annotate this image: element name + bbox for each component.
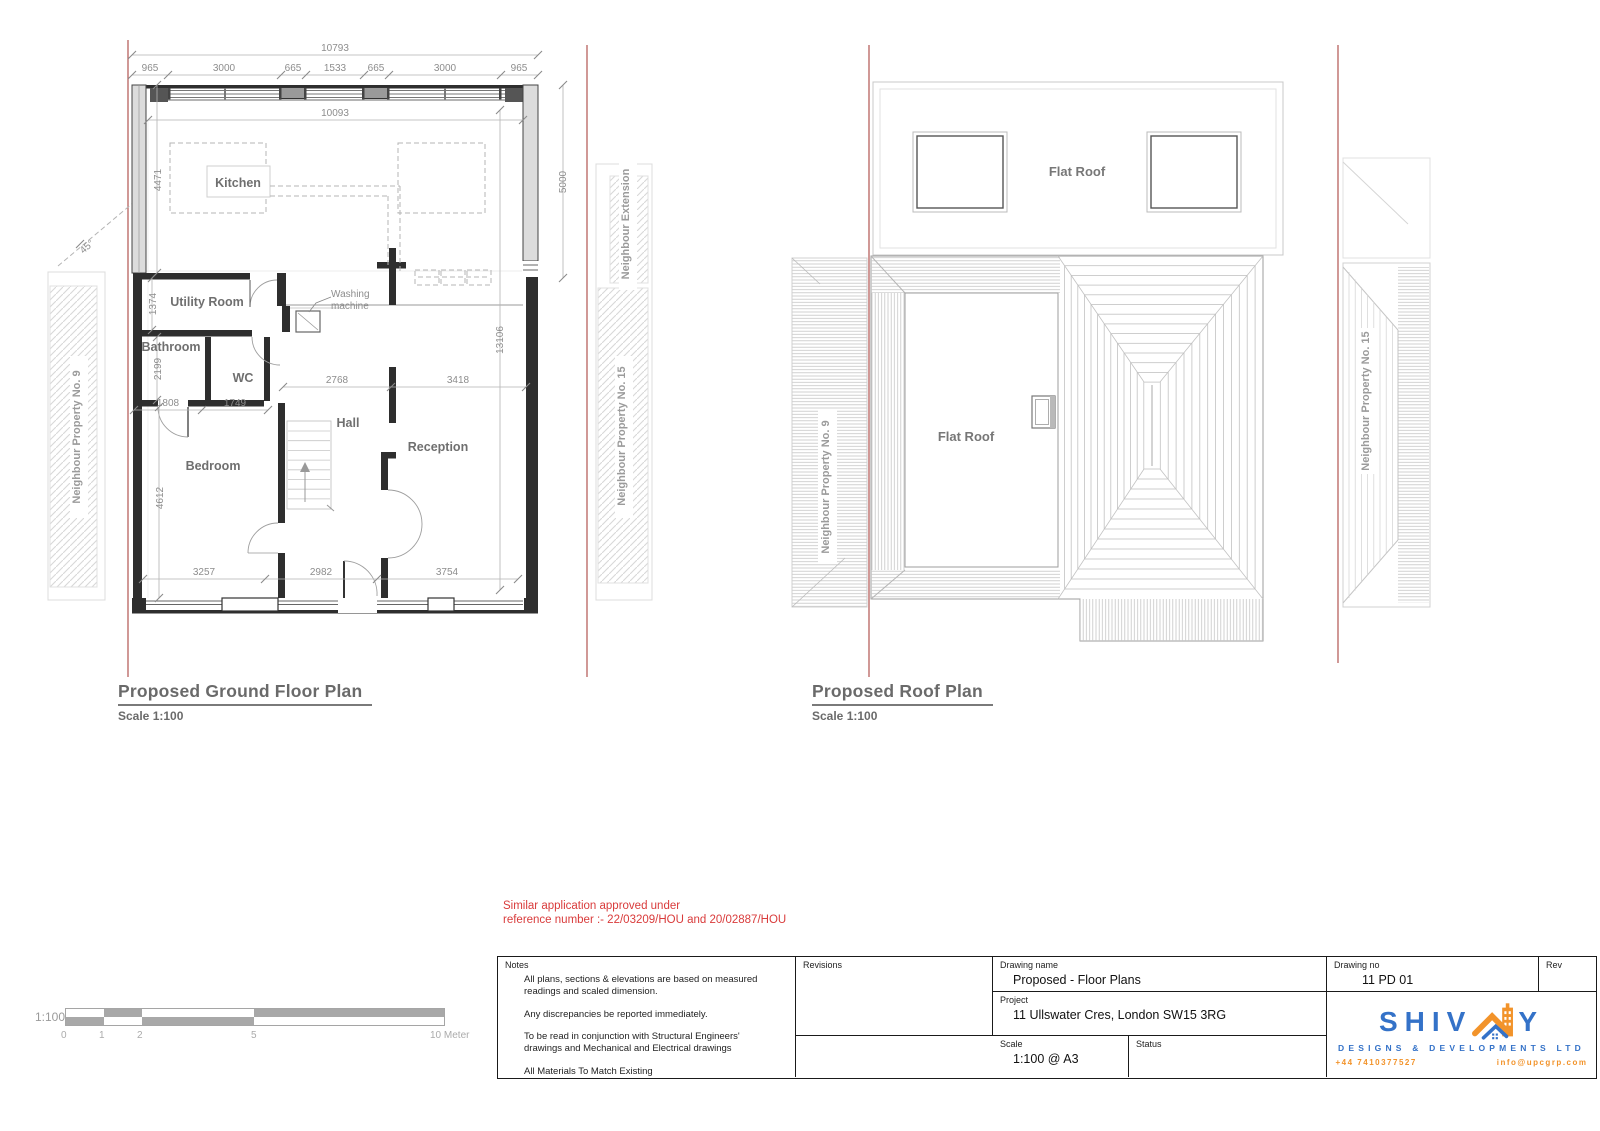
logo-house-icon: [1472, 1003, 1518, 1041]
rev-label: Rev: [1546, 960, 1563, 970]
roof-scale: Scale 1:100: [812, 709, 878, 723]
dim-seg4: 1533: [323, 63, 347, 74]
dim-3257: 3257: [192, 567, 216, 578]
dim-1749: 1749: [223, 398, 247, 409]
roof-plan: [792, 45, 1430, 677]
project-value: 11 Ullswater Cres, London SW15 3RG: [1013, 1008, 1227, 1022]
drawing-name-label: Drawing name: [1000, 960, 1059, 970]
label-neighbour-extension: Neighbour Extension: [620, 168, 632, 280]
dim-seg6: 3000: [433, 63, 457, 74]
note-item: Any discrepancies be reported immediately.: [524, 1008, 708, 1020]
logo-email: info@upcgrp.com: [1496, 1057, 1588, 1067]
dim-1374: 1374: [148, 292, 159, 316]
dim-2768: 2768: [325, 375, 349, 386]
drawing-no-cell: [1327, 957, 1539, 992]
scale-bar-ratio: 1:100: [35, 1010, 66, 1024]
dim-2199: 2199: [153, 357, 164, 381]
dim-seg7: 965: [510, 63, 528, 74]
logo-phone: +44 7410377527: [1335, 1057, 1417, 1067]
scale-label: Scale: [1000, 1039, 1023, 1049]
approval-annotation: [503, 899, 786, 927]
logo-text-shiv: SHIV: [1378, 1005, 1473, 1037]
label-flat-roof-top: Flat Roof: [1048, 164, 1106, 179]
revisions-cell: [796, 957, 993, 1036]
washing-machine-label: Washing: [331, 289, 370, 300]
dim-4471: 4471: [153, 168, 164, 192]
ground-floor-plan: [48, 40, 652, 677]
scale-tick-10: 10 Meter: [430, 1030, 470, 1041]
scale-bar-graphic: [65, 1008, 445, 1026]
approval-annotation-line1: Similar application approved under: [503, 900, 681, 912]
dim-13106: 13106: [495, 326, 506, 354]
dim-3754: 3754: [435, 567, 459, 578]
room-kitchen: Kitchen: [215, 176, 261, 190]
drawing-name-value: Proposed - Floor Plans: [1013, 973, 1141, 987]
dim-seg5: 665: [367, 63, 385, 74]
scale-value: 1:100 @ A3: [1013, 1052, 1079, 1066]
logo-tagline: DESIGNS & DEVELOPMENTS LTD: [1338, 1042, 1585, 1053]
room-bedroom: Bedroom: [185, 459, 241, 473]
scale-tick-0: 0: [61, 1030, 67, 1041]
label-neighbour-9: Neighbour Property No. 9: [71, 370, 83, 504]
roof-title: Proposed Roof Plan: [812, 681, 993, 706]
dim-2982: 2982: [309, 567, 333, 578]
dim-inner-width: 10093: [321, 108, 349, 119]
title-block: [497, 956, 1597, 1079]
roof-label-neighbour-9: Neighbour Property No. 9: [820, 420, 832, 554]
ground-floor-scale: Scale 1:100: [118, 709, 184, 723]
gf-dimension-lines: [76, 51, 567, 602]
dim-overall-width: 10793: [321, 43, 349, 54]
rev-value: [1539, 970, 1596, 973]
room-hall: Hall: [336, 416, 360, 430]
drawing-no-value: 11 PD 01: [1362, 973, 1414, 987]
washing-machine-label2: machine: [331, 301, 369, 312]
room-reception: Reception: [407, 440, 469, 454]
dim-3418: 3418: [446, 375, 470, 386]
dim-1808: 1808: [156, 398, 180, 409]
notes-label: Notes: [505, 960, 529, 970]
drawing-name-cell: [993, 957, 1327, 992]
dim-45deg: 45°: [78, 237, 97, 257]
logo-text-y: Y: [1518, 1005, 1545, 1037]
dim-5000: 5000: [558, 170, 569, 194]
status-label: Status: [1136, 1039, 1162, 1049]
scale-bar: [30, 1004, 490, 1046]
note-item: All Materials To Match Existing: [524, 1065, 653, 1077]
chimney: [1032, 396, 1055, 428]
roof-neighbour-right: [1343, 158, 1430, 607]
scale-cell: [993, 1036, 1129, 1077]
room-utility: Utility Room: [170, 295, 244, 309]
ground-floor-title-block: [118, 681, 372, 723]
label-flat-roof-main: Flat Roof: [937, 429, 995, 444]
roof-title-block: [812, 681, 993, 723]
ground-floor-title: Proposed Ground Floor Plan: [118, 681, 372, 706]
kitchen-units: [170, 143, 491, 285]
note-item: All plans, sections & elevations are based on measured readings and scaled dimension.: [524, 974, 758, 998]
drawing-no-label: Drawing no: [1334, 960, 1380, 970]
status-value: [1129, 1049, 1326, 1052]
label-neighbour-15: Neighbour Property No. 15: [616, 366, 628, 506]
roof-label-neighbour-15: Neighbour Property No. 15: [1360, 331, 1372, 471]
roof-main: [871, 256, 1263, 641]
dim-seg2: 3000: [212, 63, 236, 74]
scale-tick-2: 2: [137, 1030, 143, 1041]
dim-seg1: 965: [141, 63, 159, 74]
dim-4612: 4612: [155, 486, 166, 510]
notes-cell: [498, 957, 796, 1077]
stairs: [287, 421, 334, 511]
room-bathroom: Bathroom: [141, 340, 201, 354]
revisions-label: Revisions: [803, 960, 843, 970]
room-wc: WC: [232, 371, 254, 385]
rev-cell: [1539, 957, 1596, 992]
dim-seg3: 665: [284, 63, 302, 74]
approval-annotation-line2: reference number :- 22/03209/HOU and 20/02887/HOU: [503, 914, 787, 926]
note-item: To be read in conjunction with Structural Engineers' drawings and Mechanical and Electrical drawings: [524, 1031, 740, 1055]
scale-tick-5: 5: [251, 1030, 257, 1041]
project-cell: [993, 992, 1327, 1036]
scale-tick-1: 1: [99, 1030, 105, 1041]
status-cell: [1129, 1036, 1327, 1077]
company-logo: [1327, 992, 1596, 1077]
project-label: Project: [1000, 995, 1029, 1005]
